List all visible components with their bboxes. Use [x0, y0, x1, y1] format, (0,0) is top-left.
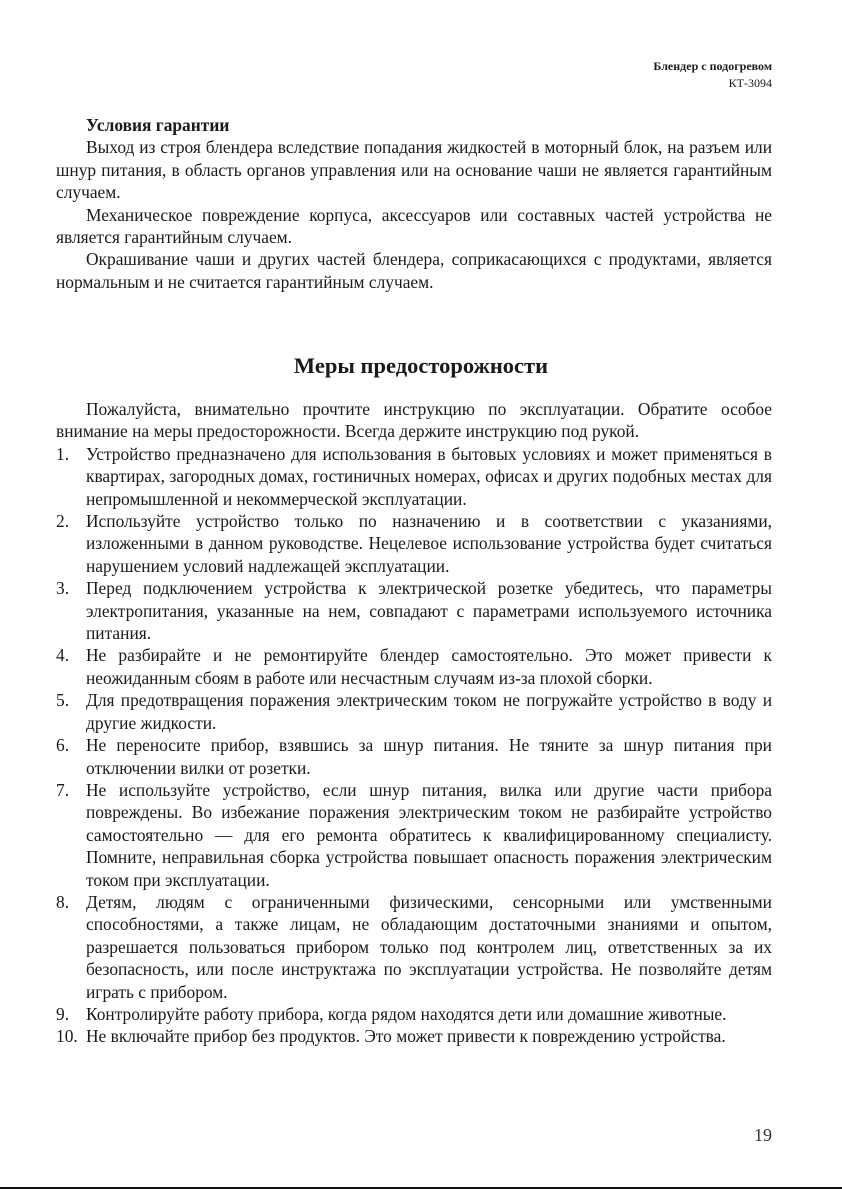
running-head [653, 58, 772, 92]
list-item-text: Устройство предназначено для использования в бытовых условиях и может применяться в квартирах, загородных домах, гостиничных номерах, офисах и других подобных местах для непромышленной и некоммерческой эксплуатации. [86, 443, 772, 509]
list-item [56, 1003, 772, 1025]
warranty-paragraph: Механическое повреждение корпуса, аксессуаров или составных частей устройства не является гарантийным случаем. [56, 204, 772, 248]
list-item [56, 443, 772, 510]
list-item-text: Не используйте устройство, если шнур питания, вилка или другие части прибора повреждены. Во избежание поражения электрическим током не разбирайте устройство самостоятельно — для его ремонта обратитесь к квалифицированному специалисту. Помните, неправильная сборка устройства повышает опасность поражения электрическим током при эксплуатации. [86, 779, 772, 890]
list-item-number: 4. [56, 645, 70, 666]
warranty-heading: Условия гарантии [86, 115, 230, 135]
precautions-heading: Меры предосторожности [293, 353, 549, 378]
list-item-number: 2. [56, 511, 70, 532]
list-item [56, 644, 772, 689]
page-number: 19 [754, 1125, 772, 1145]
list-item-text: Используйте устройство только по назначению и в соответствии с указаниями, изложенными в данном руководстве. Нецелевое использование устройства будет считаться нарушением условий надлежащей эксплуатации. [86, 511, 772, 576]
running-head-model: КТ-3094 [728, 76, 772, 90]
list-item-text: Не разбирайте и не ремонтируйте блендер самостоятельно. Это может привести к неожиданным сбоям в работе или несчастным случаям из-за плохой сборки. [86, 645, 772, 688]
list-item-text: Для предотвращения поражения электрическим током не погружайте устройство в воду и другие жидкости. [86, 690, 772, 733]
list-item-text: Не включайте прибор без продуктов. Это может привести к повреждению устройства. [86, 1026, 726, 1047]
list-item-text: Перед подключением устройства к электрической розетке убедитесь, что параметры электропитания, указанные на нем, совпадают с параметрами используемого источника питания. [86, 578, 772, 644]
list-item [56, 577, 772, 644]
list-item [56, 689, 772, 734]
list-item [56, 891, 772, 1003]
list-item [56, 510, 772, 577]
list-item-number: 9. [56, 1003, 70, 1024]
list-item-text: Детям, людям с ограниченными физическими, сенсорными или умственными способностями, а также лицам, не обладающим достаточными знаниями и опытом, разрешается пользоваться прибором только под контролем лиц, ответственных за их безопасность, или после инструктажа по эксплуатации устройства. Не позволяйте детям играть с прибором. [86, 891, 772, 1002]
list-item-number: 1. [56, 443, 70, 464]
precautions-list [56, 443, 772, 1048]
warranty-paragraph: Выход из строя блендера вследствие попадания жидкостей в моторный блок, на разъем или шнур питания, в область органов управления или на основание чаши не является гарантийным случаем. [56, 137, 772, 203]
precautions-section [56, 398, 772, 1048]
list-item-text: Не переносите прибор, взявшись за шнур питания. Не тяните за шнур питания при отключении вилки от розетки. [86, 735, 772, 778]
warranty-section [56, 114, 772, 293]
list-item-number: 8. [56, 891, 70, 912]
list-item-number: 7. [56, 779, 70, 800]
warranty-paragraph: Окрашивание чаши и других частей блендера, соприкасающихся с продуктами, является нормальным и не считается гарантийным случаем. [56, 249, 772, 292]
list-item [56, 779, 772, 891]
list-item-number: 5. [56, 690, 70, 711]
list-item-number: 3. [56, 578, 70, 599]
list-item [56, 734, 772, 779]
running-head-title: Блендер с подогревом [653, 59, 772, 73]
list-item-text: Контролируйте работу прибора, когда рядом находятся дети или домашние животные. [86, 1003, 727, 1024]
list-item-number: 10. [56, 1026, 78, 1047]
list-item-number: 6. [56, 735, 70, 756]
list-item [56, 1025, 772, 1047]
precautions-intro: Пожалуйста, внимательно прочтите инструкцию по эксплуатации. Обратите особое внимание на меры предосторожности. Всегда держите инструкцию под рукой. [56, 399, 772, 442]
